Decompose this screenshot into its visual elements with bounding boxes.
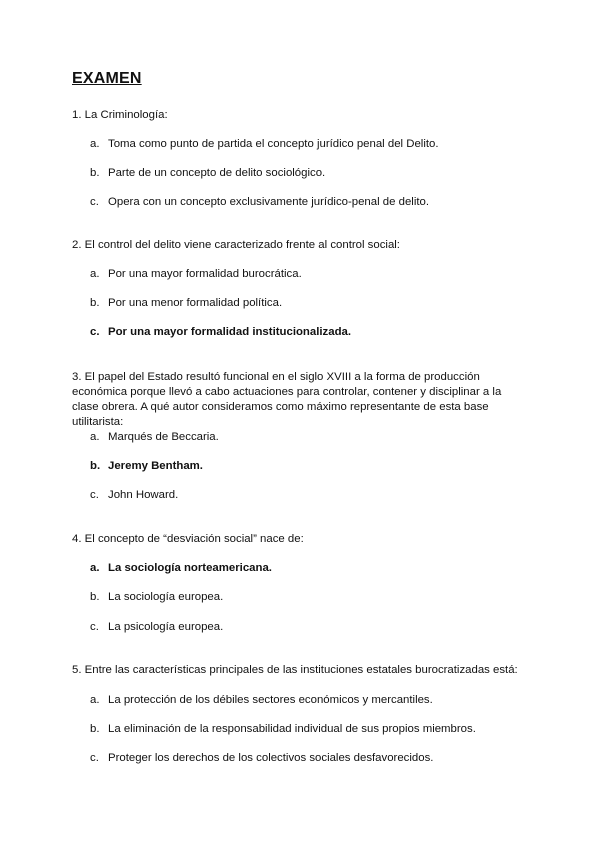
question-2-option-c-correct: [90, 325, 520, 340]
option-letter: b.: [90, 167, 100, 179]
option-letter: b.: [90, 723, 100, 735]
option-letter: a.: [90, 694, 100, 706]
option-text: La sociología norteamericana.: [108, 562, 272, 574]
question-3-option-a: [90, 430, 520, 445]
question-5-option-b: [90, 722, 520, 737]
question-4: 4. El concepto de “desviación social” nace de:: [72, 533, 304, 545]
option-letter: a.: [90, 562, 100, 574]
question-5-option-a: [90, 693, 520, 708]
option-text: Marqués de Beccaria.: [108, 431, 219, 443]
option-text: Parte de un concepto de delito sociológico.: [108, 167, 326, 179]
option-text: Proteger los derechos de los colectivos sociales desfavorecidos.: [108, 752, 434, 764]
question-2: 2. El control del delito viene caracterizado frente al control social:: [72, 239, 400, 251]
question-4-option-b: [90, 590, 520, 605]
option-letter: a.: [90, 431, 100, 443]
option-text: Opera con un concepto exclusivamente jurídico-penal de delito.: [108, 196, 430, 208]
question-4-option-a-correct: [90, 561, 520, 576]
option-letter: c.: [90, 621, 99, 633]
option-text: Toma como punto de partida el concepto jurídico penal del Delito.: [108, 138, 439, 150]
question-1-option-a: [90, 137, 520, 152]
option-letter: a.: [90, 138, 100, 150]
option-letter: b.: [90, 591, 100, 603]
option-letter: c.: [90, 196, 99, 208]
option-text: La protección de los débiles sectores económicos y mercantiles.: [108, 694, 433, 706]
option-letter: b.: [90, 297, 100, 309]
question-3-option-c: [90, 488, 520, 503]
question-3-option-b-correct: [90, 459, 520, 474]
question-4-option-c: [90, 620, 520, 635]
option-letter: b.: [90, 460, 101, 472]
question-3: 3. El papel del Estado resultó funcional en el siglo XVIII a la forma de producción económica porque llevó a cabo actuaciones para controlar, contener y disciplinar a la clase obrera. A qué autor consideramos como máximo representante de esta base utilitarista:: [72, 371, 502, 428]
option-letter: c.: [90, 326, 100, 338]
option-text: Por una menor formalidad política.: [108, 297, 283, 309]
option-text: Jeremy Bentham.: [108, 460, 203, 472]
question-1-option-b: [90, 166, 520, 181]
question-2-option-b: [90, 296, 520, 311]
question-2-option-a: [90, 267, 520, 282]
option-text: La sociología europea.: [108, 591, 224, 603]
option-text: La eliminación de la responsabilidad individual de sus propios miembros.: [108, 723, 476, 735]
option-text: Por una mayor formalidad burocrática.: [108, 268, 302, 280]
option-letter: a.: [90, 268, 100, 280]
question-5-option-c: [90, 751, 520, 766]
question-5: 5. Entre las características principales de las instituciones estatales burocratizadas está:: [72, 664, 518, 676]
option-text: John Howard.: [108, 489, 179, 501]
option-letter: c.: [90, 489, 99, 501]
option-text: La psicología europea.: [108, 621, 224, 633]
question-1: 1. La Criminología:: [72, 109, 168, 121]
question-1-option-c: [90, 195, 520, 210]
option-text: Por una mayor formalidad institucionalizada.: [108, 326, 352, 338]
option-letter: c.: [90, 752, 99, 764]
exam-title: EXAMEN: [72, 70, 142, 87]
